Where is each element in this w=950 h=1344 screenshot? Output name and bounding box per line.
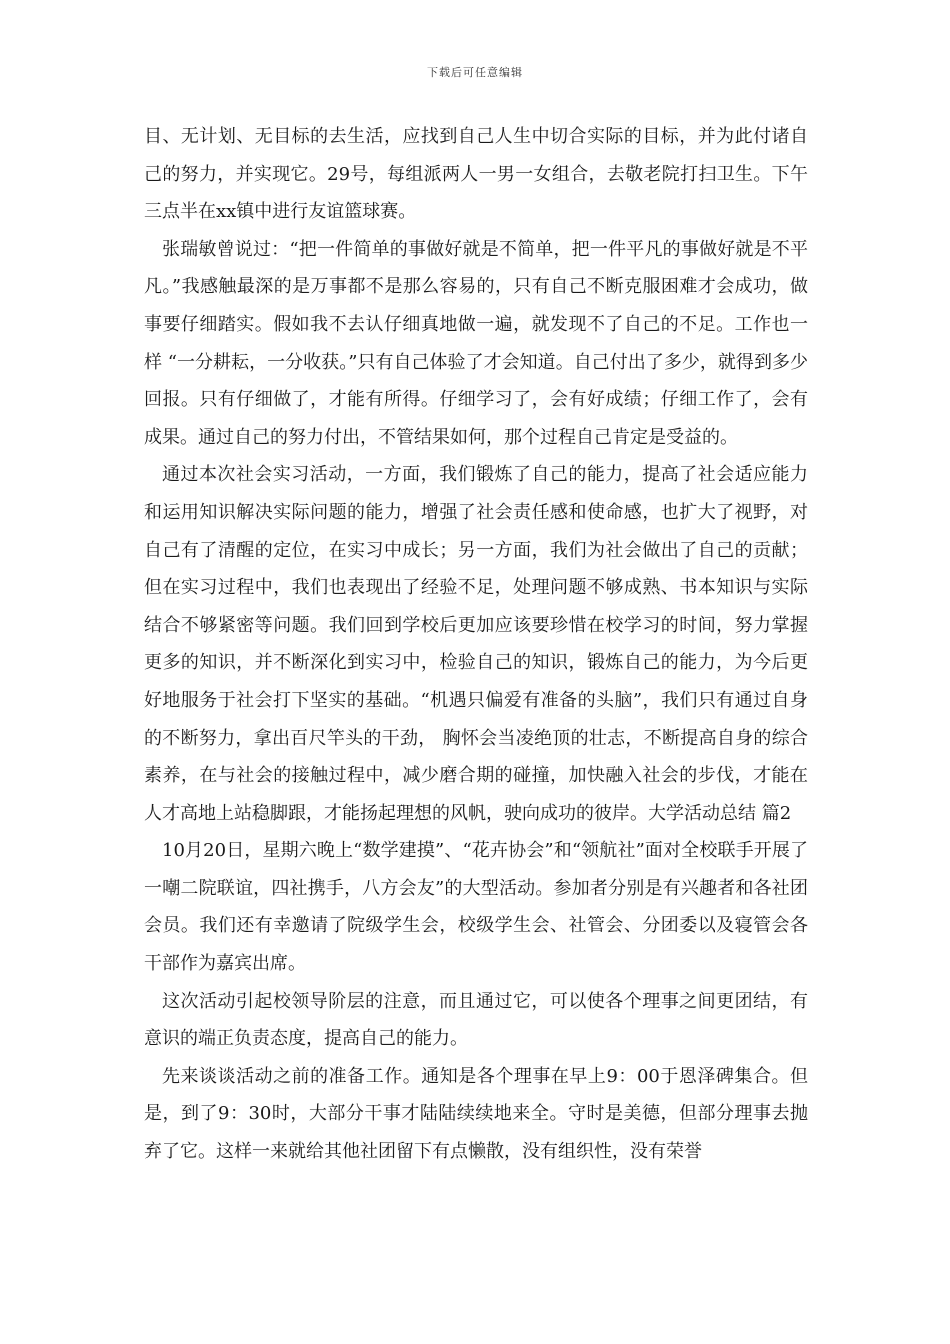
paragraph: 10月20日，星期六晚上“数学建摸”、“花卉协会”和“领航社”面对全校联手开展了一嘲二院联谊，四社携手，八方会友”的大型活动。参加者分别是有兴趣者和各社团会员。我们还有幸邀请了院级学生会，校级学生会、社管会、分团委以及寝管会各干部作为嘉宾出席。 [144,840,808,975]
page-header: 下载后可任意编辑 [427,66,523,79]
paragraph: 这次活动引起校领导阶层的注意，而且通过它，可以使各个理事之间更团结，有意识的端正负责态度，提高自己的能力。 [144,990,808,1050]
paragraph: 通过本次社会实习活动，一方面，我们锻炼了自己的能力，提高了社会适应能力和运用知识解决实际问题的能力，增强了社会责任感和使命感，也扩大了视野，对自己有了清醒的定位，在实习中成长；另一方面，我们为社会做出了自己的贡献；但在实习过程中，我们也表现出了经验不足，处理问题不够成熟、书本知识与实际结合不够紧密等问题。我们回到学校后更加应该要珍惜在校学习的时间，努力掌握更多的知识，并不断深化到实习中，检验自己的知识，锻炼自己的能力，为今后更好地服务于社会打下坚实的基础。“机遇只偏爱有准备的头脑”，我们只有通过自身的不断努力，拿出百尺竿头的干劲， 胸怀会当凌绝顶的壮志，不断提高自身的综合素养，在与社会的接触过程中，减少磨合期的碰撞，加快融入社会的步伐，才能在人才高地上站稳脚跟，才能扬起理想的风帆，驶向成功的彼岸。大学活动总结 篇2 [144,464,808,824]
paragraph: 张瑞敏曾说过：“把一件简单的事做好就是不简单，把一件平凡的事做好就是不平凡。”我感触最深的是万事都不是那么容易的，只有自己不断克服困难才会成功，做事要仔细踏实。假如我不去认仔细真地做一遍，就发现不了自己的不足。工作也一样 “一分耕耘，一分收获。”只有自己体验了才会知道。自己付出了多少，就得到多少回报。只有仔细做了，才能有所得。仔细学习了，会有好成绩；仔细工作了，会有成果。通过自己的努力付出，不管结果如何，那个过程自己肯定是受益的。 [144,238,808,448]
paragraph: 先来谈谈活动之前的准备工作。通知是各个理事在早上9：00于恩泽碑集合。但是，到了9：30时，大部分干事才陆陆续续地来全。守时是美德，但部分理事去抛弃了它。这样一来就给其他社团留下有点懒散，没有组织性，没有荣誉 [144,1065,808,1163]
paragraph-continued: 目、无计划、无目标的去生活，应找到自己人生中切合实际的目标，并为此付诸自己的努力，并实现它。29号，每组派两人一男一女组合，去敬老院打扫卫生。下午三点半在xx镇中进行友谊篮球赛。 [144,126,808,223]
document-body [144,118,808,1171]
